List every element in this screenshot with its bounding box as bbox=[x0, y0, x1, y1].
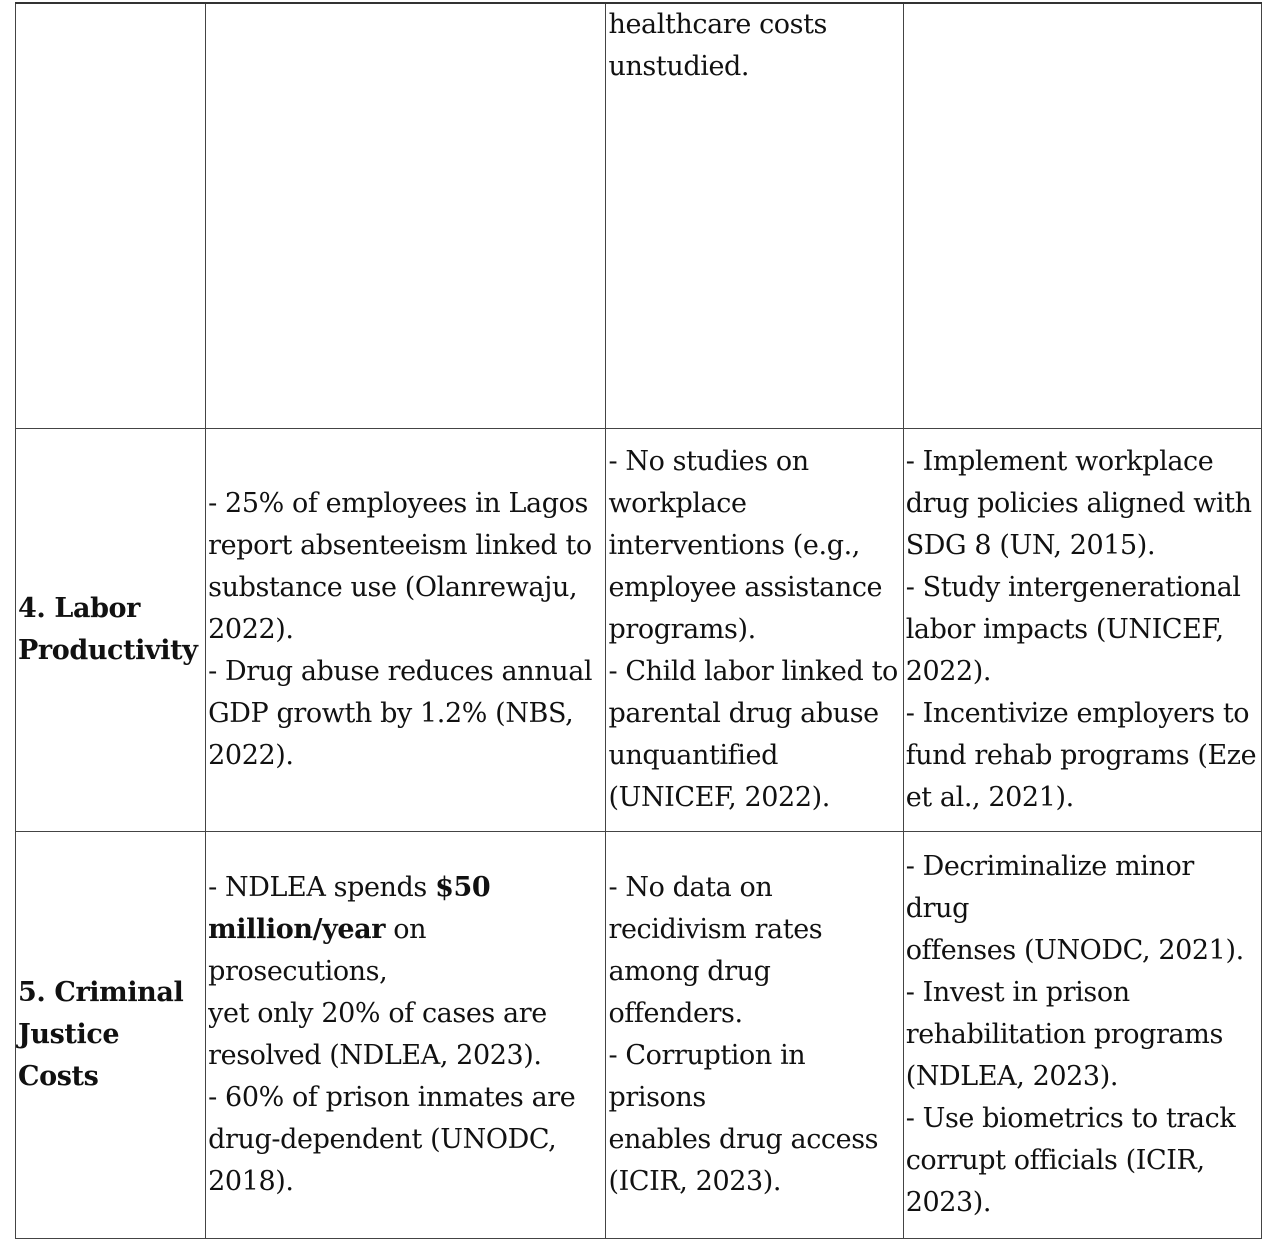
highlight-amount: million/year bbox=[208, 914, 386, 945]
cell-line: resolved (NDLEA, 2023). bbox=[208, 1040, 542, 1071]
cell-line: 2022). bbox=[208, 614, 294, 645]
findings-table bbox=[15, 2, 1262, 1239]
table-row bbox=[16, 3, 1262, 429]
gaps-cell bbox=[606, 429, 903, 832]
cell-line: fund rehab programs (Eze bbox=[905, 740, 1257, 771]
table-row bbox=[16, 832, 1262, 1239]
cell-line: - Implement workplace bbox=[905, 446, 1214, 477]
cell-line: - Incentivize employers to bbox=[905, 698, 1250, 729]
cell-line: recidivism rates bbox=[608, 914, 823, 945]
cell-line: substance use (Olanrewaju, bbox=[208, 572, 578, 603]
cell-line: drug-dependent (UNODC, bbox=[208, 1124, 557, 1155]
cell-line: unstudied. bbox=[608, 51, 750, 82]
evidence-cell bbox=[206, 832, 606, 1239]
category-cell bbox=[16, 832, 206, 1239]
cell-line: report absenteeism linked to bbox=[208, 530, 592, 561]
cell-text: on prosecutions, bbox=[208, 914, 427, 987]
cell-line bbox=[208, 909, 605, 993]
cell-line: - 25% of employees in Lagos bbox=[208, 488, 588, 519]
cell-line: 2022). bbox=[905, 656, 992, 687]
cell-line: employee assistance bbox=[608, 572, 883, 603]
cell-line: corrupt officials (ICIR, bbox=[905, 1145, 1205, 1176]
table-row bbox=[16, 429, 1262, 832]
cell-line: - No data on bbox=[608, 872, 773, 903]
category-label: Productivity bbox=[18, 635, 198, 666]
gaps-cell bbox=[606, 3, 903, 429]
cell-line: unquantified bbox=[608, 740, 778, 771]
cell-line: GDP growth by 1.2% (NBS, bbox=[208, 698, 574, 729]
cell-line: programs). bbox=[608, 614, 756, 645]
cell-line: et al., 2021). bbox=[905, 782, 1074, 813]
cell-text: - NDLEA spends bbox=[208, 872, 436, 903]
cell-line: - No studies on bbox=[608, 446, 809, 477]
gaps-cell bbox=[606, 832, 903, 1239]
category-label: Justice Costs bbox=[18, 1019, 120, 1092]
recommendations-cell bbox=[903, 429, 1261, 832]
evidence-cell bbox=[206, 3, 606, 429]
cell-line: SDG 8 (UN, 2015). bbox=[905, 530, 1156, 561]
cell-line: parental drug abuse bbox=[608, 698, 879, 729]
recommendations-cell bbox=[903, 3, 1261, 429]
category-label: 4. Labor bbox=[18, 593, 140, 624]
cell-line: rehabilitation programs bbox=[905, 1019, 1223, 1050]
evidence-cell bbox=[206, 429, 606, 832]
cell-line: healthcare costs bbox=[608, 9, 828, 40]
cell-line: (UNICEF, 2022). bbox=[608, 782, 830, 813]
cell-line: - Drug abuse reduces annual bbox=[208, 656, 593, 687]
cell-line: - Invest in prison bbox=[905, 977, 1130, 1008]
category-label: 5. Criminal bbox=[18, 977, 184, 1008]
highlight-amount: $50 bbox=[435, 872, 491, 903]
cell-line: interventions (e.g., bbox=[608, 530, 860, 561]
cell-line: - Use biometrics to track bbox=[905, 1103, 1236, 1134]
cell-line: (ICIR, 2023). bbox=[608, 1166, 782, 1197]
cell-line: drug policies aligned with bbox=[905, 488, 1252, 519]
cell-line: workplace bbox=[608, 488, 747, 519]
cell-line: offenses (UNODC, 2021). bbox=[905, 935, 1244, 966]
cell-line: 2018). bbox=[208, 1166, 294, 1197]
cell-line: (NDLEA, 2023). bbox=[905, 1061, 1119, 1092]
cell-line: - Child labor linked to bbox=[608, 656, 898, 687]
cell-line: 2022). bbox=[208, 740, 294, 771]
cell-line: - Corruption in prisons bbox=[608, 1040, 806, 1113]
cell-line: among drug offenders. bbox=[608, 956, 771, 1029]
cell-line: yet only 20% of cases are bbox=[208, 998, 547, 1029]
cell-line: - Decriminalize minor drug bbox=[905, 851, 1194, 924]
cell-line: - Study intergenerational bbox=[905, 572, 1241, 603]
cell-line: - 60% of prison inmates are bbox=[208, 1082, 576, 1113]
category-cell bbox=[16, 429, 206, 832]
recommendations-cell bbox=[903, 832, 1261, 1239]
cell-line: 2023). bbox=[905, 1187, 992, 1218]
category-cell bbox=[16, 3, 206, 429]
cell-line: enables drug access bbox=[608, 1124, 879, 1155]
cell-line: labor impacts (UNICEF, bbox=[905, 614, 1224, 645]
cell-line bbox=[208, 867, 605, 909]
